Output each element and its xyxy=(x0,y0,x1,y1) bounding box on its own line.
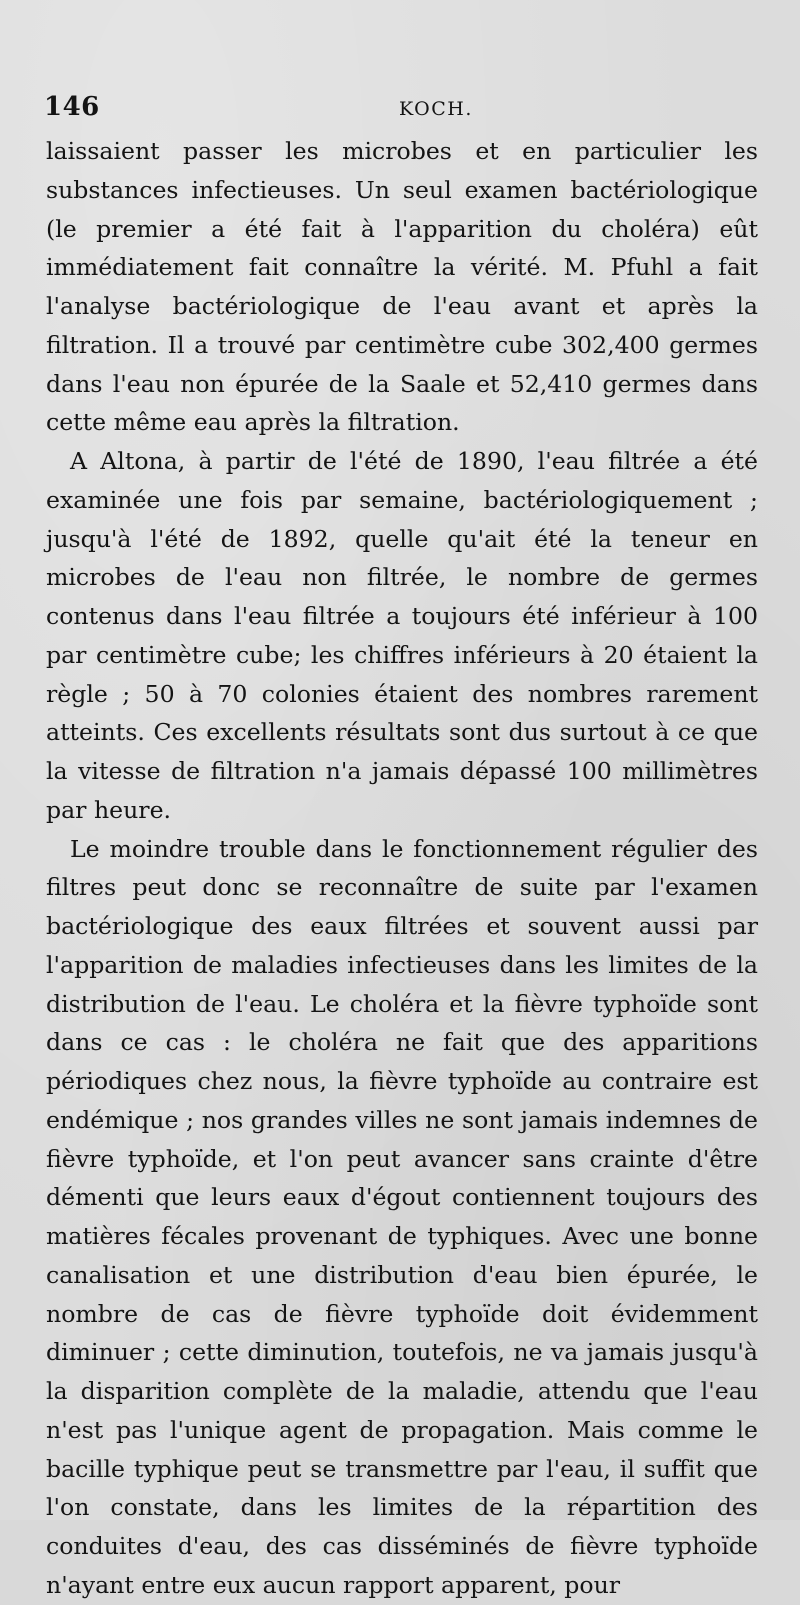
running-head: KOCH. xyxy=(399,98,473,120)
paragraph-1: laissaient passer les microbes et en particulier les substances infectieuses. Un seul examen bactériologique (le premier a été fait à l'apparition du choléra) eût immédiatement fait connaître la vérité. M. Pfuhl a fait l'analyse bactériologique de l'eau avant et après la filtration. Il a trouvé par centimètre cube 302,400 germes dans l'eau non épurée de la Saale et 52,410 germes dans cette même eau après la filtration. xyxy=(46,137,758,437)
paragraph-2: A Altona, à partir de l'été de 1890, l'eau filtrée a été examinée une fois par semaine, bactériologiquement ; jusqu'à l'été de 1892, quelle qu'ait été la teneur en microbes de l'eau non filtrée, le nombre de germes contenus dans l'eau filtrée a toujours été inférieur à 100 par centimètre cube; les chiffres inférieurs à 20 étaient la règle ; 50 à 70 colonies étaient des nombres rarement atteints. Ces excellents résultats sont dus surtout à ce que la vitesse de filtration n'a jamais dépassé 100 millimètres par heure. xyxy=(46,447,758,824)
body-text xyxy=(46,132,758,1605)
page-number: 146 xyxy=(44,92,100,122)
page-header xyxy=(44,92,760,126)
paragraph-3: Le moindre trouble dans le fonctionnement régulier des filtres peut donc se reconnaître de suite par l'examen bactériologique des eaux filtrées et souvent aussi par l'apparition de maladies infectieuses dans les limites de la distribution de l'eau. Le choléra et la fièvre typhoïde sont dans ce cas : le choléra ne fait que des apparitions périodiques chez nous, la fièvre typhoïde au contraire est endémique ; nos grandes villes ne sont jamais indemnes de fièvre typhoïde, et l'on peut avancer sans crainte d'être démenti que leurs eaux d'égout contiennent toujours des matières fécales provenant de typhiques. Avec une bonne canalisation et une distribution d'eau bien épurée, le nombre de cas de fièvre typhoïde doit évidemment diminuer ; cette diminution, toutefois, ne va jamais jusqu'à la disparition complète de la maladie, attendu que l'eau n'est pas l'unique agent de propagation. Mais comme le bacille typhique peut se transmettre par l'eau, il suffit que l'on constate, dans les limites de la répartition des conduites d'eau, des cas disséminés de fièvre typhoïde n'ayant entre eux aucun rapport apparent, pour xyxy=(46,834,758,1599)
